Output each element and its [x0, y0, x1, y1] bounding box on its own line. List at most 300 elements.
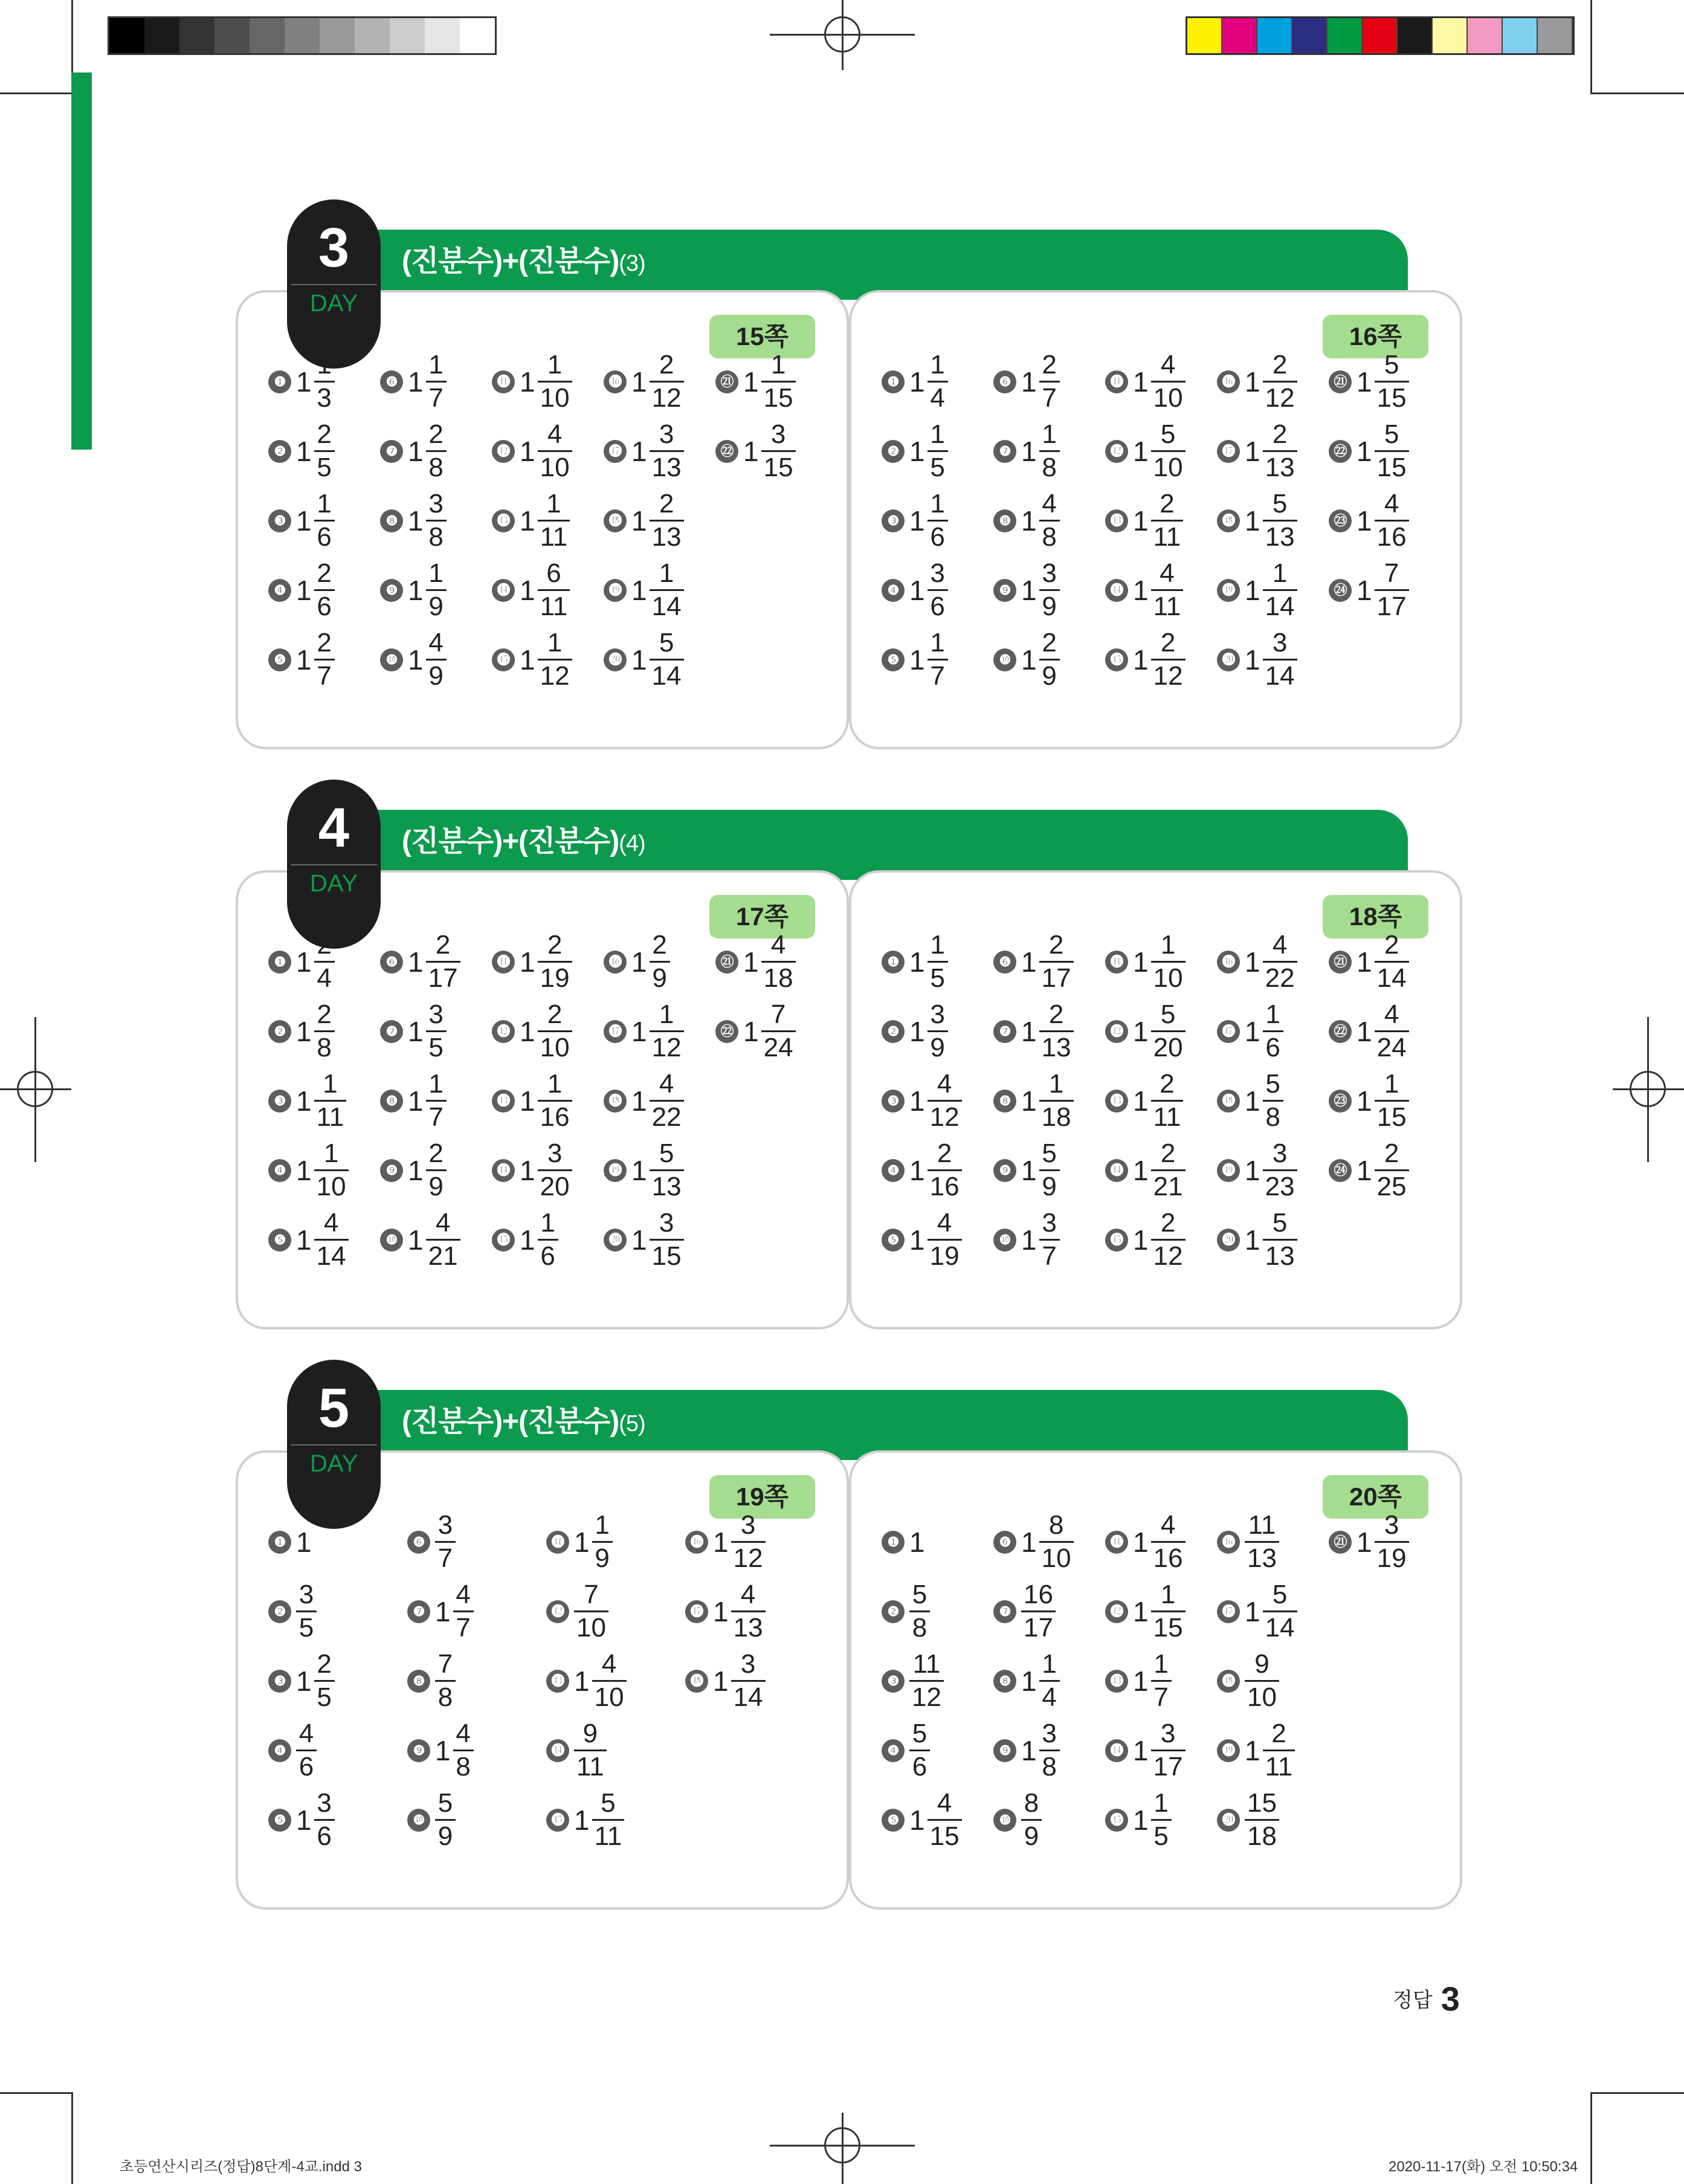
whole-number: 1: [1245, 946, 1260, 978]
question-number: ㉒: [715, 1020, 738, 1043]
whole-number: 1: [1133, 1154, 1149, 1186]
question-number: ❾: [993, 1739, 1016, 1762]
denominator: 6: [298, 1752, 314, 1782]
answer-item: [1105, 625, 1186, 694]
denominator: 5: [930, 963, 945, 993]
whole-number: 1: [1357, 505, 1372, 537]
fraction: [1263, 1068, 1283, 1133]
question-number: ❾: [380, 1159, 403, 1182]
answer-item: [492, 1205, 558, 1275]
question-number: ❻: [380, 370, 403, 393]
fraction: [314, 1068, 347, 1133]
numerator: 2: [652, 930, 667, 960]
fraction: [650, 1068, 684, 1133]
numerator: 2: [1272, 419, 1288, 449]
fraction: [761, 929, 796, 994]
color-swatch: [1257, 18, 1292, 53]
numerator: 7: [437, 1649, 453, 1679]
question-number: ❷: [882, 1020, 905, 1043]
answer-item: [715, 997, 796, 1066]
whole-number: 1: [408, 366, 424, 398]
numerator: 7: [1384, 558, 1399, 588]
answer-item: [993, 625, 1060, 694]
denominator: 6: [540, 1241, 555, 1271]
numerator: 1: [547, 350, 563, 380]
answer-item: [1105, 927, 1186, 997]
whole-number: 1: [1245, 1015, 1260, 1047]
question-number: ❿: [993, 1809, 1016, 1832]
question-number: ⓰: [604, 370, 627, 393]
whole-number: 1: [296, 1224, 312, 1256]
fraction: [1263, 419, 1297, 483]
question-number: ⓲: [1217, 509, 1240, 532]
answer-item: [993, 1785, 1042, 1855]
denominator: 7: [1042, 1241, 1057, 1271]
answer-item: [268, 1205, 349, 1275]
numerator: 8: [1024, 1788, 1039, 1818]
denominator: 6: [317, 1821, 332, 1851]
numerator: 2: [317, 558, 332, 588]
color-swatch: [1363, 18, 1398, 53]
numerator: 1: [1160, 1580, 1176, 1609]
fraction: [426, 349, 447, 414]
whole-number: 1: [1133, 644, 1149, 676]
answer-item: [1217, 416, 1297, 486]
fraction: [1245, 1788, 1279, 1852]
answer-item: [268, 486, 335, 555]
whole-number: 1: [1357, 574, 1372, 606]
whole-number: 1: [408, 946, 424, 978]
fraction: [314, 1207, 349, 1272]
whole-number: 1: [1245, 1224, 1260, 1256]
fraction: [314, 627, 335, 692]
question-number: ❽: [380, 509, 403, 532]
numerator: 1: [1042, 419, 1057, 449]
answer-item: [604, 416, 684, 486]
question-number: ⓭: [492, 1090, 515, 1113]
answer-item: [882, 1577, 930, 1646]
fraction: [1039, 627, 1060, 692]
denominator: 15: [763, 383, 793, 413]
numerator: 3: [547, 1139, 563, 1168]
answer-item: [1217, 1716, 1295, 1785]
fraction: [314, 1138, 349, 1203]
answer-item: [268, 1716, 317, 1785]
numerator: 15: [1247, 1788, 1277, 1818]
numerator: 2: [547, 930, 563, 960]
fraction: [574, 1718, 607, 1783]
question-number: ❹: [268, 1739, 291, 1762]
question-number: ❼: [380, 440, 403, 463]
whole-number: 1: [408, 1085, 424, 1117]
answer-item: [1217, 347, 1297, 416]
fraction: [1021, 1788, 1042, 1852]
fraction: [538, 349, 572, 414]
answer-item: [715, 347, 796, 416]
answer-item: [1105, 997, 1186, 1066]
fraction: [426, 1207, 460, 1272]
numerator: 2: [659, 489, 674, 519]
fraction: [731, 1649, 766, 1713]
denominator: 17: [1376, 592, 1407, 621]
numerator: 3: [930, 1000, 945, 1029]
fraction: [1375, 419, 1409, 483]
answer-item: [1329, 997, 1409, 1066]
fraction: [927, 929, 948, 994]
numerator: 1: [428, 1069, 444, 1099]
numerator: 1: [540, 1208, 555, 1238]
fraction: [650, 558, 684, 622]
question-number: ❺: [268, 1229, 291, 1252]
question-number: ❾: [407, 1739, 430, 1762]
whole-number: 1: [743, 366, 759, 398]
numerator: 3: [930, 558, 945, 588]
fraction: [909, 1579, 930, 1644]
numerator: 2: [937, 1139, 952, 1168]
whole-number: 1: [1021, 946, 1037, 978]
answer-item: [1105, 555, 1183, 625]
whole-number: 1: [1357, 1526, 1372, 1558]
green-sidebar-tab: [71, 73, 92, 450]
answer-item: [882, 997, 948, 1066]
whole-number: 1: [909, 1015, 925, 1047]
question-number: ❻: [993, 951, 1016, 974]
answer-item: [604, 347, 684, 416]
fraction: [1263, 558, 1297, 622]
question-number: ❿: [993, 1229, 1016, 1252]
answer-item: [993, 1646, 1060, 1716]
numerator: 2: [1384, 930, 1399, 960]
whole-number: 1: [520, 366, 535, 398]
numerator: 1: [428, 350, 444, 380]
question-number: ⓬: [492, 1020, 515, 1043]
question-number: ⓭: [492, 509, 515, 532]
whole-number: 1: [1245, 574, 1260, 606]
answer-item: [268, 625, 335, 694]
answer-item: [993, 997, 1074, 1066]
answer-item: [993, 1205, 1060, 1275]
denominator: 16: [540, 1102, 570, 1132]
question-number: ❽: [993, 1670, 1016, 1693]
question-number: ❾: [993, 1159, 1016, 1182]
denominator: 11: [1153, 522, 1181, 552]
fraction: [1263, 999, 1283, 1064]
answer-item: [993, 1066, 1074, 1136]
answer-item: [1105, 1577, 1186, 1646]
answer-item: [492, 1066, 572, 1136]
answer-item: [993, 416, 1060, 486]
fraction: [426, 488, 447, 553]
whole-number: 1: [909, 366, 925, 398]
answer-item: [1217, 1066, 1283, 1136]
denominator: 25: [1376, 1172, 1407, 1201]
answer-item: [492, 927, 572, 997]
question-number: ❹: [268, 579, 291, 602]
denominator: 10: [1153, 383, 1183, 413]
denominator: 5: [298, 1613, 314, 1643]
numerator: 3: [428, 1000, 444, 1029]
fraction: [1151, 1579, 1186, 1644]
whole-number: 1: [1021, 1665, 1037, 1697]
question-number: ❺: [268, 648, 291, 671]
question-number: ⓱: [604, 440, 627, 463]
numerator: 5: [912, 1719, 927, 1748]
whole-number: 1: [520, 946, 535, 978]
numerator: 5: [1272, 1208, 1288, 1238]
question-number: ❸: [882, 509, 905, 532]
color-swatch: [1292, 18, 1328, 53]
fraction: [538, 419, 572, 483]
question-number: ㉓: [1329, 1090, 1352, 1113]
footer-filename: 초등연산시리즈(정답)8단계-4교.indd 3: [120, 2159, 362, 2175]
question-number: ⓮: [1105, 579, 1128, 602]
question-number: ㉑: [715, 370, 738, 393]
day-label: DAY: [309, 1450, 358, 1477]
denominator: 4: [317, 963, 332, 993]
question-number: ❿: [380, 648, 403, 671]
fraction: [927, 1138, 962, 1203]
question-number: ⓯: [1105, 648, 1128, 671]
whole-number: 1: [1021, 1085, 1037, 1117]
denominator: 12: [1153, 1241, 1183, 1271]
whole-number: 1: [520, 1085, 535, 1117]
answer-item: [1329, 347, 1409, 416]
page-badge: 18쪽: [1323, 895, 1428, 939]
numerator: 1: [930, 628, 945, 657]
day-label: DAY: [309, 870, 358, 897]
numerator: 3: [1272, 1139, 1288, 1168]
fraction: [927, 488, 948, 553]
answer-panel-right: [849, 870, 1462, 1329]
numerator: 2: [317, 628, 332, 657]
fraction: [1375, 999, 1409, 1064]
fraction: [1245, 1649, 1279, 1713]
day-number: 3: [318, 217, 350, 279]
whole-number: 1: [909, 1804, 925, 1836]
question-number: ❸: [882, 1090, 905, 1113]
day-badge: [287, 780, 381, 949]
answer-item: [546, 1507, 613, 1577]
denominator: 9: [595, 1543, 610, 1573]
numerator: 4: [1160, 350, 1176, 380]
numerator: 4: [323, 1208, 339, 1238]
denominator: 23: [1265, 1172, 1295, 1201]
answer-item: [882, 486, 948, 555]
denominator: 19: [1376, 1543, 1407, 1573]
question-number: ⓮: [1105, 1739, 1128, 1762]
answer-item: [492, 997, 572, 1066]
question-number: ⓳: [604, 579, 627, 602]
fraction: [927, 419, 948, 483]
numerator: 1: [930, 419, 945, 449]
denominator: 7: [930, 661, 945, 691]
numerator: 3: [770, 419, 786, 449]
denominator: 12: [651, 1033, 682, 1062]
fraction: [1375, 558, 1409, 622]
fraction: [314, 1788, 335, 1852]
question-number: ⓰: [1217, 370, 1240, 393]
answer-item: [380, 416, 447, 486]
answer-item: [1217, 625, 1297, 694]
numerator: 2: [1042, 628, 1057, 657]
question-number: ㉔: [1329, 579, 1352, 602]
question-number: ⓫: [546, 1531, 569, 1554]
whole-number: 1: [909, 644, 925, 676]
answer-item: [1329, 555, 1409, 625]
whole-number: 1: [1021, 1734, 1037, 1766]
answer-item: [1105, 1507, 1186, 1577]
numerator: 2: [435, 930, 451, 960]
question-number: ❶: [268, 951, 291, 974]
whole-number: 1: [435, 1734, 451, 1766]
fraction: [314, 419, 335, 483]
whole-number: 1: [408, 574, 424, 606]
fraction: [592, 1788, 625, 1852]
answer-item: [882, 1507, 927, 1577]
numerator: 5: [437, 1788, 453, 1818]
denominator: 18: [1247, 1821, 1277, 1851]
denominator: 11: [316, 1102, 344, 1132]
numerator: 2: [428, 419, 444, 449]
whole-number: 1: [574, 1665, 590, 1697]
fraction: [927, 627, 948, 692]
answer-item: [407, 1577, 474, 1646]
denominator: 20: [1153, 1033, 1183, 1062]
numerator: 1: [323, 1069, 338, 1099]
question-number: ⓭: [546, 1670, 569, 1693]
fraction: [426, 627, 447, 692]
denominator: 13: [651, 522, 682, 552]
whole-number: 1: [909, 1085, 925, 1117]
page-badge: 20쪽: [1323, 1475, 1428, 1519]
numerator: 4: [428, 628, 444, 657]
answer-item: [993, 347, 1060, 416]
answer-item: [882, 347, 948, 416]
answer-item: [1217, 555, 1297, 625]
numerator: 1: [317, 489, 332, 519]
numerator: 3: [740, 1649, 756, 1679]
answer-item: [882, 1136, 962, 1205]
denominator: 14: [1376, 963, 1407, 993]
denominator: 19: [540, 963, 570, 993]
denominator: 15: [929, 1821, 960, 1851]
answer-item: [380, 1205, 460, 1275]
answer-item: [993, 1577, 1056, 1646]
fraction: [435, 1649, 456, 1713]
answer-item: [268, 416, 335, 486]
fraction: [1263, 488, 1297, 553]
fraction: [1375, 1510, 1409, 1574]
denominator: 6: [1265, 1033, 1280, 1062]
denominator: 14: [651, 661, 682, 691]
whole-number: 1: [631, 1224, 647, 1256]
denominator: 9: [652, 963, 667, 993]
question-number: ❿: [407, 1809, 430, 1832]
denominator: 9: [930, 1033, 945, 1062]
answer-item: [715, 416, 796, 486]
color-swatch: [1187, 18, 1222, 53]
numerator: 1: [1384, 1069, 1399, 1099]
grey-swatch: [250, 18, 285, 53]
numerator: 2: [547, 1000, 563, 1029]
numerator: 1: [770, 350, 786, 380]
answer-item: [882, 1205, 962, 1275]
fraction: [538, 627, 572, 692]
fraction: [426, 929, 460, 994]
denominator: 16: [929, 1172, 960, 1201]
numerator: 5: [1384, 350, 1399, 380]
answer-item: [993, 1507, 1074, 1577]
whole-number: 1: [520, 1154, 535, 1186]
numerator: 5: [1042, 1139, 1057, 1168]
numerator: 2: [428, 1139, 444, 1168]
whole-number: 1: [631, 644, 647, 676]
answer-item: [604, 997, 684, 1066]
numerator: 4: [1042, 489, 1057, 519]
question-number: ❺: [882, 1229, 905, 1252]
question-number: ❽: [380, 1090, 403, 1113]
numerator: 3: [1272, 628, 1288, 657]
denominator: 13: [1247, 1543, 1277, 1573]
answer-item: [1217, 927, 1297, 997]
page-number-value: 3: [1440, 1980, 1460, 2018]
denominator: 3: [317, 383, 332, 413]
numerator: 3: [1042, 558, 1057, 588]
question-number: ⓰: [685, 1531, 708, 1554]
question-number: ⓬: [1105, 1600, 1128, 1623]
answer-item: [1105, 1785, 1172, 1855]
color-swatch: [1222, 18, 1257, 53]
denominator: 8: [912, 1613, 927, 1643]
whole-number: 1: [1021, 644, 1037, 676]
numerator: 5: [1272, 489, 1288, 519]
question-number: ❼: [380, 1020, 403, 1043]
denominator: 22: [1265, 963, 1295, 993]
whole-number: 1: [520, 574, 535, 606]
color-calibration-strip: [1186, 16, 1575, 55]
question-number: ❶: [882, 951, 905, 974]
answer-item: [993, 1716, 1060, 1785]
whole-number: 1: [909, 574, 925, 606]
numerator: 3: [659, 1208, 674, 1238]
denominator: 13: [651, 1172, 682, 1201]
numerator: 11: [912, 1649, 941, 1679]
numerator: 1: [1042, 1649, 1057, 1679]
fraction: [927, 1207, 962, 1272]
question-number: ⓱: [1217, 1600, 1240, 1623]
denominator: 10: [540, 453, 570, 482]
fraction: [650, 488, 684, 553]
denominator: 7: [428, 1102, 444, 1132]
question-number: ⓫: [1105, 1531, 1128, 1554]
whole-number: 1: [909, 1224, 925, 1256]
question-number: ⓴: [1217, 1809, 1240, 1832]
fraction: [1039, 558, 1060, 622]
numerator: 1: [659, 558, 674, 588]
whole-number: 1: [1133, 946, 1149, 978]
numerator: 2: [659, 350, 674, 380]
whole-number: 1: [1245, 644, 1260, 676]
denominator: 20: [540, 1172, 570, 1201]
numerator: 1: [1153, 1788, 1169, 1818]
grey-calibration-strip: [108, 16, 497, 55]
denominator: 13: [1265, 522, 1295, 552]
fraction: [314, 488, 335, 553]
fraction: [538, 999, 572, 1064]
question-number: ⓱: [604, 1020, 627, 1043]
question-number: ❽: [993, 509, 1016, 532]
question-number: ❻: [993, 1531, 1016, 1554]
